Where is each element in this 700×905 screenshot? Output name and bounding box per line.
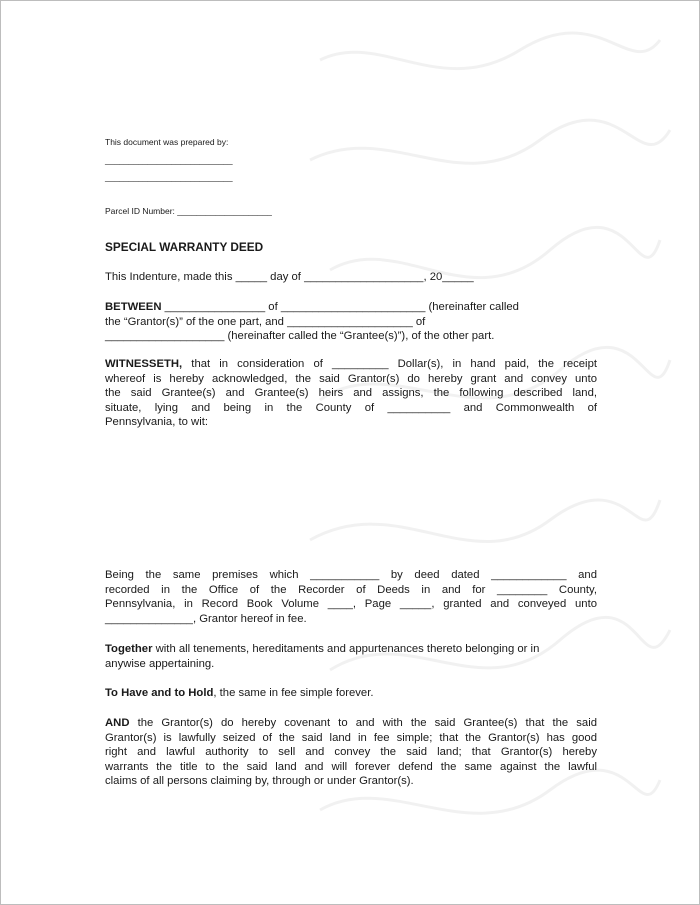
covenant-label: AND <box>105 717 130 729</box>
witnesseth-line-1: WITNESSETH, that in consideration of _________ Dollar(s), in hand paid, the receipt <box>105 358 597 370</box>
being-paragraph <box>105 568 597 626</box>
being-line-4: ______________, Grantor hereof in fee. <box>105 612 307 625</box>
covenant-line-4: warrants the title to the said land and will forever defend the same against the lawful <box>105 760 597 773</box>
witnesseth-line-3: the said Grantee(s) and Grantee(s) heirs and assigns, the following described land, <box>105 387 597 400</box>
covenant-line-1: AND the Grantor(s) do hereby covenant to and with the said Grantee(s) that the said <box>105 717 597 729</box>
between-label: BETWEEN <box>105 301 162 313</box>
habendum-paragraph <box>105 686 597 701</box>
witnesseth-line-2: whereof is hereby acknowledged, the said Grantor(s) do hereby grant and convey unto <box>105 372 597 385</box>
preparer-line-2[interactable]: ___________________________ <box>105 172 233 182</box>
witnesseth-label: WITNESSETH, <box>105 358 183 370</box>
prepared-by-label: This document was prepared by: <box>105 137 229 147</box>
being-line-3: Pennsylvania, in Record Book Volume ____, Page _____, granted and conveyed unto <box>105 598 597 611</box>
together-line-1: Together with all tenements, hereditaments and appurtenances thereto belonging or in <box>105 643 540 655</box>
witnesseth-line-4: situate, lying and being in the County of __________ and Commonwealth of <box>105 401 597 414</box>
covenant-paragraph <box>105 716 597 789</box>
being-line-2: recorded in the Office of the Recorder of Deeds in and for ________ County, <box>105 583 597 596</box>
preparer-line-1[interactable]: ___________________________ <box>105 155 233 165</box>
between-paragraph <box>105 300 597 344</box>
habendum-label: To Have and to Hold <box>105 687 214 699</box>
between-line-3: ___________________ (hereinafter called the “Grantee(s)”), of the other part. <box>105 330 495 343</box>
habendum-line: To Have and to Hold, the same in fee simple forever. <box>105 687 374 699</box>
together-paragraph <box>105 642 597 671</box>
witnesseth-paragraph <box>105 357 597 430</box>
deed-title: SPECIAL WARRANTY DEED <box>105 240 264 254</box>
covenant-line-2: Grantor(s) is lawfully seized of the said land in fee simple; that the Grantor(s) has good <box>105 731 597 744</box>
covenant-line-3: right and lawful authority to sell and convey the said land; that Grantor(s) hereby <box>105 746 597 759</box>
witnesseth-line-5: Pennsylvania, to wit: <box>105 416 208 429</box>
together-label: Together <box>105 643 153 655</box>
indenture-line: This Indenture, made this _____ day of ___________________, 20_____ <box>105 271 474 283</box>
being-line-1: Being the same premises which ___________ by deed dated ____________ and <box>105 569 597 581</box>
between-line-2: the “Grantor(s)” of the one part, and ____________________ of <box>105 315 426 328</box>
covenant-line-5: claims of all persons claiming by, through or under Grantor(s). <box>105 775 414 788</box>
parcel-id-field[interactable]: Parcel ID Number: ____________________ <box>105 206 272 216</box>
between-line-1: BETWEEN ________________ of _______________________ (hereinafter called <box>105 301 519 313</box>
together-line-2: anywise appertaining. <box>105 657 215 670</box>
